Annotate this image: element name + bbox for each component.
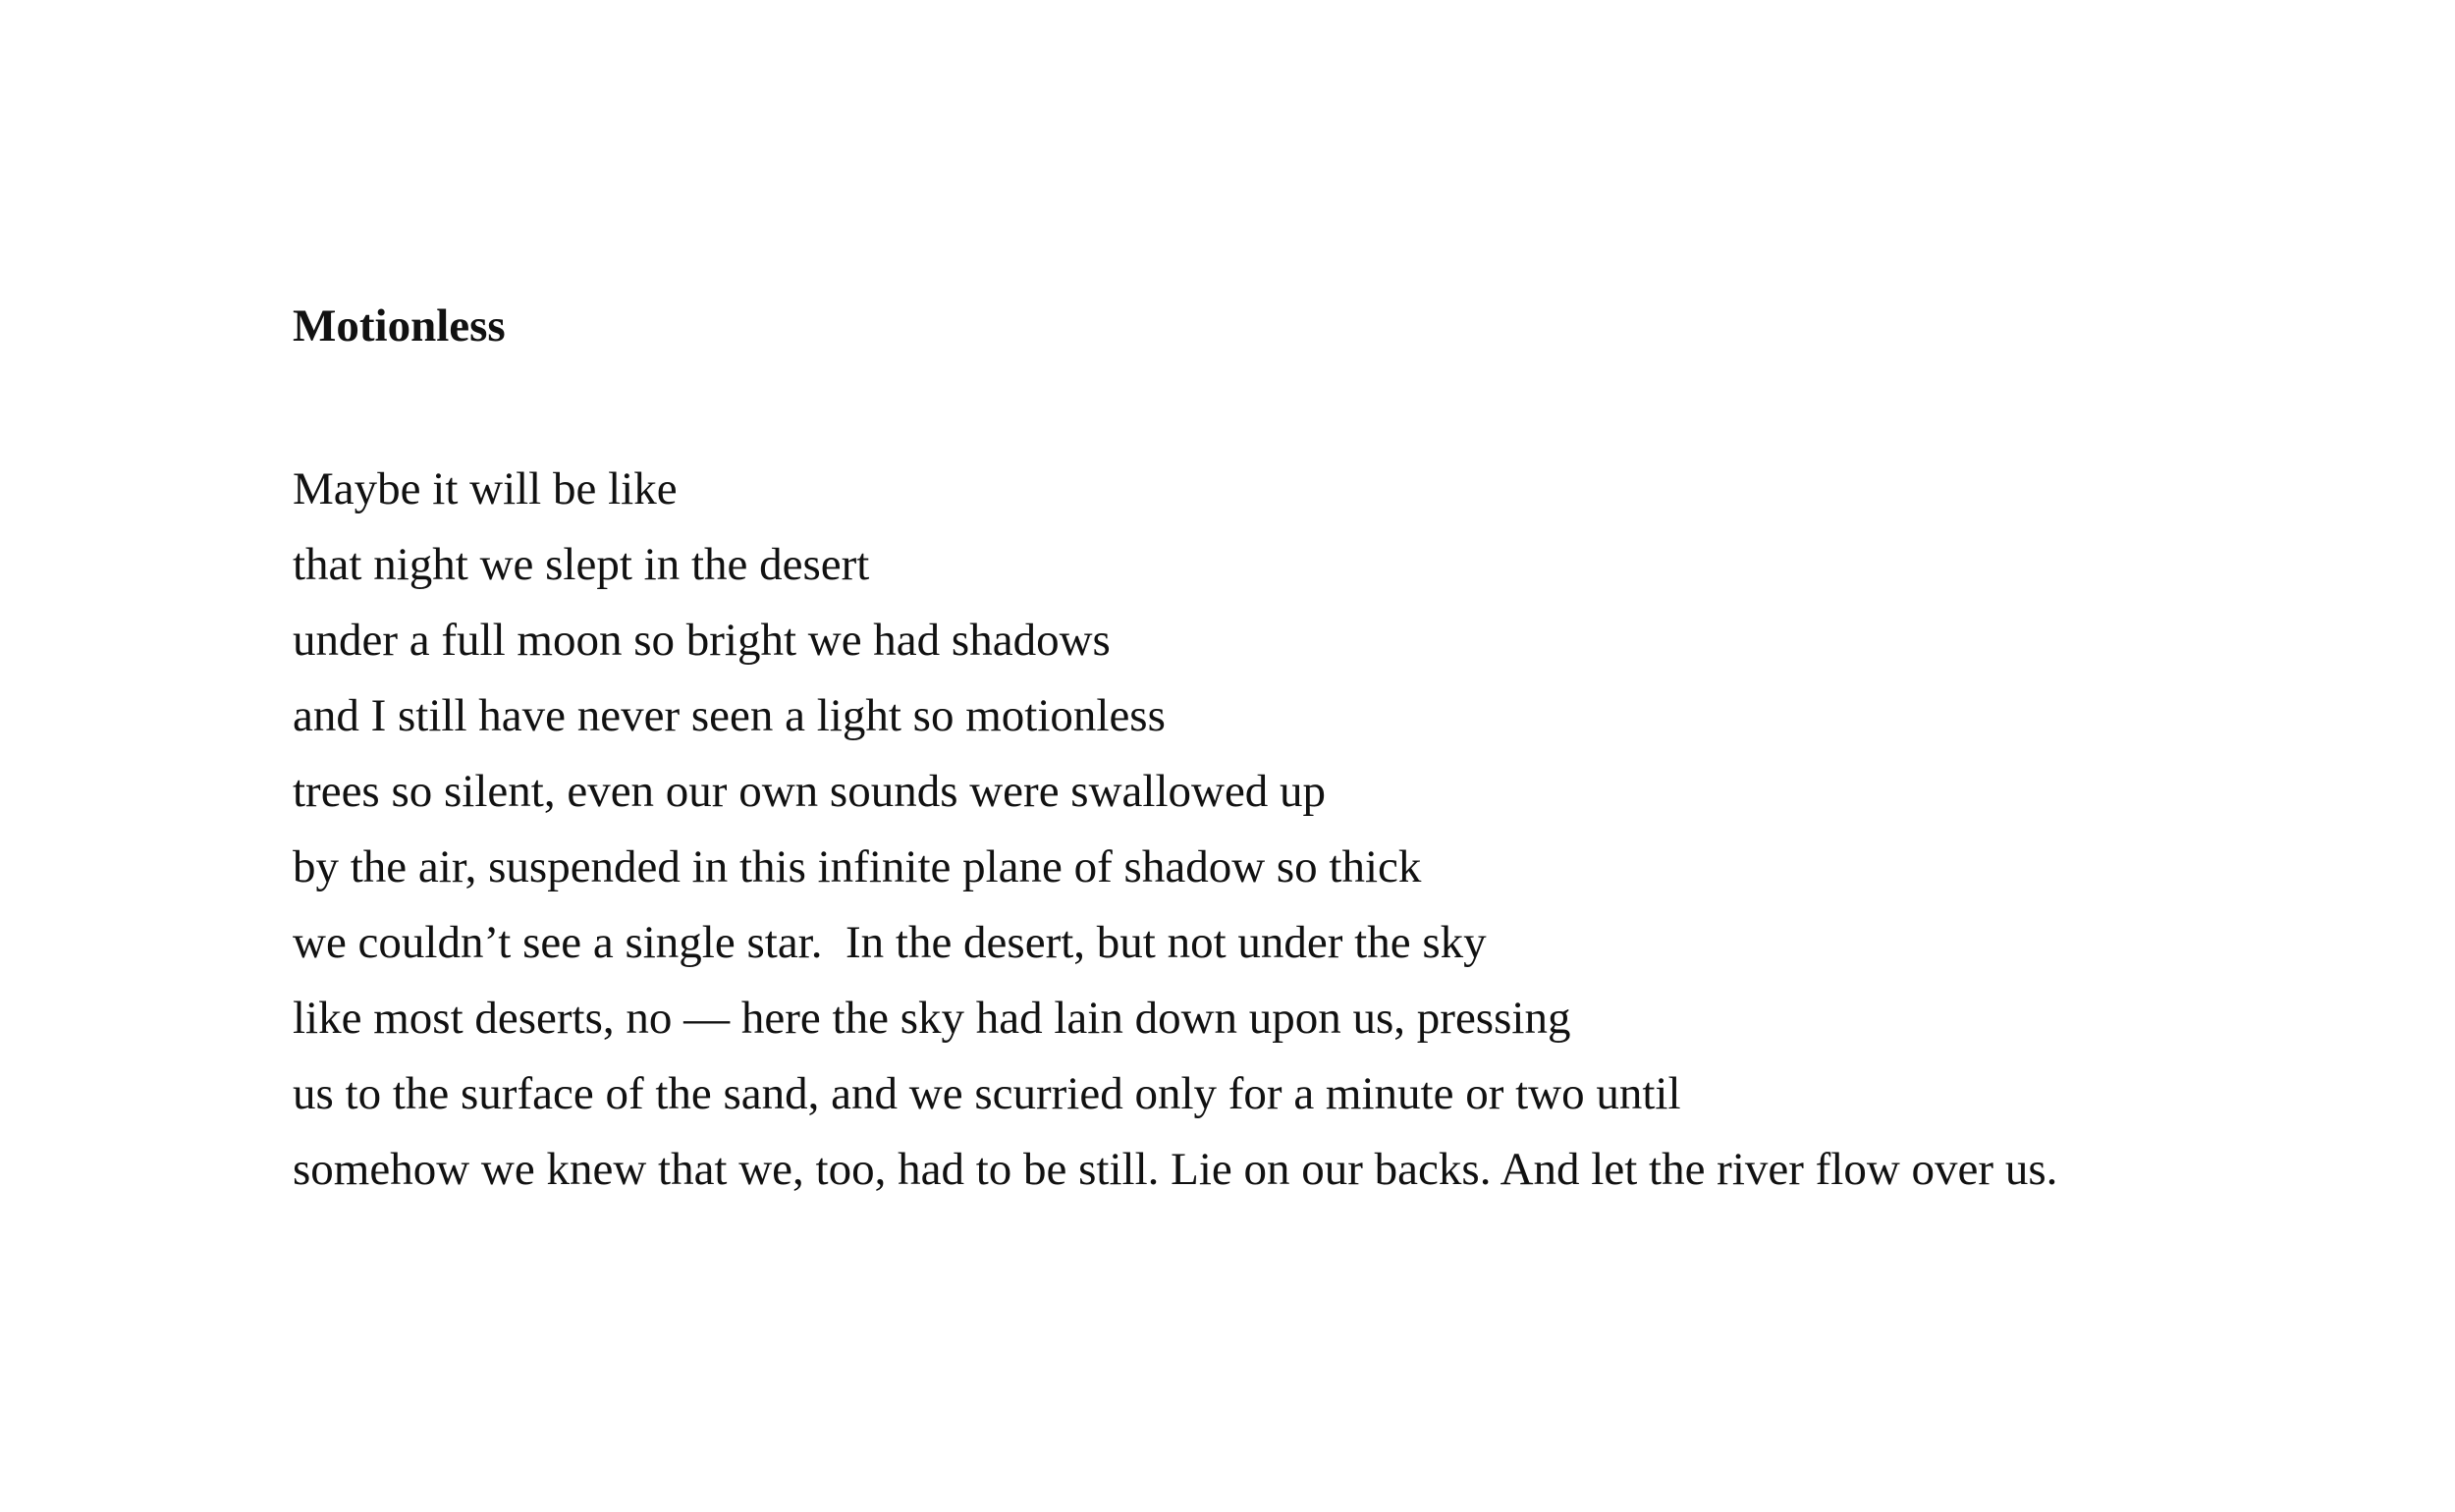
poem-line-2: that night we slept in the desert	[293, 539, 870, 590]
poem-line-10: somehow we knew that we, too, had to be still. Lie on our backs. And let the river flow over us.	[293, 1144, 2058, 1195]
poem-line-8: like most deserts, no — here the sky had lain down upon us, pressing	[293, 993, 1571, 1044]
poem-line-4: and I still have never seen a light so motionless	[293, 690, 1166, 741]
poem-line-3: under a full moon so bright we had shadows	[293, 615, 1111, 666]
poem-line-1: Maybe it will be like	[293, 463, 678, 514]
poem-line-7: we couldn’t see a single star. In the desert, but not under the sky	[293, 917, 1487, 968]
poem-title: Motionless	[293, 300, 506, 351]
poem	[293, 291, 2257, 1195]
poem-line-9: us to the surface of the sand, and we scurried only for a minute or two until	[293, 1068, 1681, 1119]
poem-line-6: by the air, suspended in this infinite plane of shadow so thick	[293, 841, 1422, 892]
poem-line-5: trees so silent, even our own sounds were swallowed up	[293, 766, 1327, 817]
poem-body	[293, 452, 2057, 1208]
